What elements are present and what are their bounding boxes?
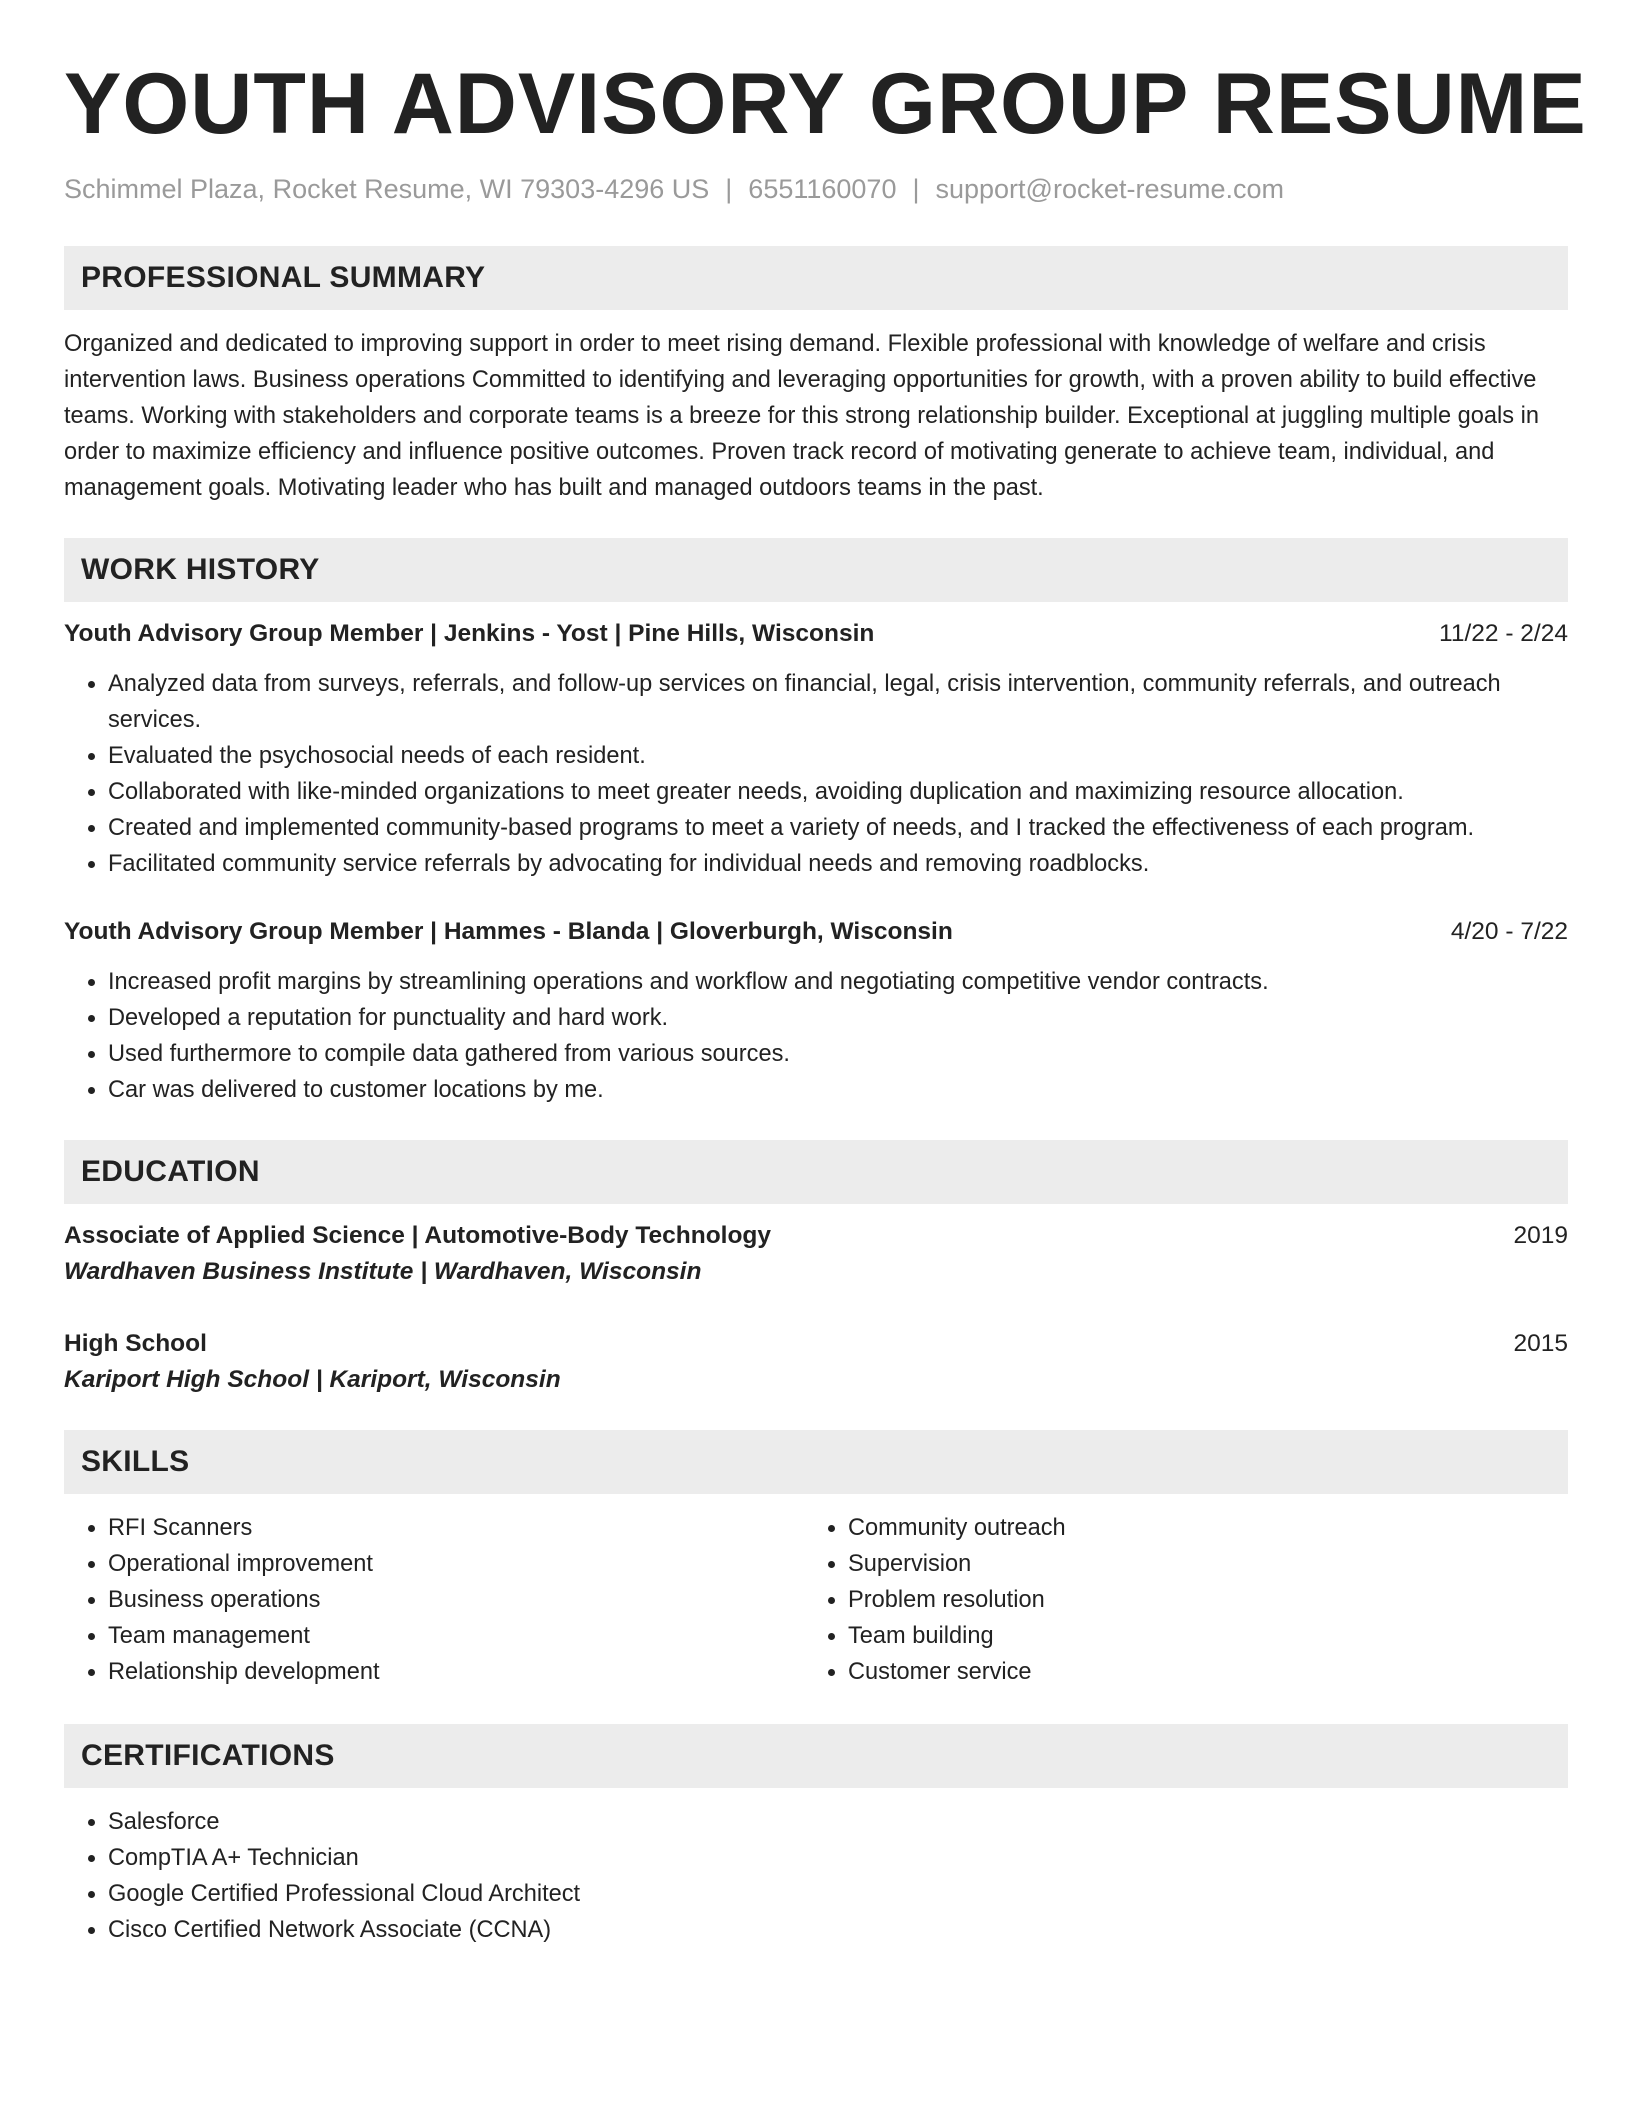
contact-separator: | <box>912 174 920 204</box>
list-item: • Evaluated the psychosocial needs of each resident. <box>108 738 1568 774</box>
list-item: • Supervision <box>848 1546 1544 1582</box>
skills-column-left <box>64 1510 804 1690</box>
job-heading <box>64 616 1568 652</box>
contact-line <box>64 172 1568 206</box>
section-header-summary: PROFESSIONAL SUMMARY <box>64 246 1568 310</box>
list-item: • Cisco Certified Network Associate (CCNA) <box>108 1912 1568 1948</box>
education-school: Kariport High School | Kariport, Wisconsin <box>64 1366 561 1393</box>
list-item: • Problem resolution <box>848 1582 1544 1618</box>
contact-separator: | <box>725 174 733 204</box>
list-item: • Relationship development <box>108 1654 804 1690</box>
list-item: • Increased profit margins by streamlining operations and workflow and negotiating competitive vendor contracts. <box>108 964 1568 1000</box>
skills-column-right <box>804 1510 1544 1690</box>
summary-text: Organized and dedicated to improving support in order to meet rising demand. Flexible professional with knowledge of welfare and crisis intervention laws. Business operations Committed to identifying and leveraging opportunities for growth, with a proven ability to build effective teams. Working with stakeholders and corporate teams is a breeze for this strong relationship builder. Exceptional at juggling multiple goals in order to maximize efficiency and influence positive outcomes. Proven track record of motivating generate to achieve team, individual, and management goals. Motivating leader who has built and managed outdoors teams in the past. <box>64 331 1539 501</box>
list-item: • Customer service <box>848 1654 1544 1690</box>
contact-phone: 6551160070 <box>748 174 897 204</box>
education-degree: Associate of Applied Science | Automotive-Body Technology <box>64 1222 772 1249</box>
list-item: • Used furthermore to compile data gathered from various sources. <box>108 1036 1568 1072</box>
list-item: • Community outreach <box>848 1510 1544 1546</box>
education-degree: High School <box>64 1330 207 1357</box>
job-dates: 11/22 - 2/24 <box>1439 620 1568 647</box>
resume-title: YOUTH ADVISORY GROUP RESUME <box>64 56 1587 152</box>
job-heading <box>64 914 1568 950</box>
education-entry <box>64 1218 1568 1290</box>
education-year: 2019 <box>1513 1222 1568 1249</box>
contact-address: Schimmel Plaza, Rocket Resume, WI 79303-4296 US <box>64 174 710 204</box>
list-item: • Car was delivered to customer locations by me. <box>108 1072 1568 1108</box>
job-bullet-list <box>64 666 1568 882</box>
education-school: Wardhaven Business Institute | Wardhaven, Wisconsin <box>64 1258 702 1285</box>
skills-list <box>64 1510 804 1690</box>
list-item: • Analyzed data from surveys, referrals, and follow-up services on financial, legal, crisis intervention, community referrals, and outreach services. <box>108 666 1568 738</box>
list-item: • Team building <box>848 1618 1544 1654</box>
certifications-list <box>64 1804 1568 1948</box>
list-item: • RFI Scanners <box>108 1510 804 1546</box>
contact-email: support@rocket-resume.com <box>935 174 1285 204</box>
job-dates: 4/20 - 7/22 <box>1450 918 1568 945</box>
section-header-skills: SKILLS <box>64 1430 1568 1494</box>
list-item: • Developed a reputation for punctuality and hard work. <box>108 1000 1568 1036</box>
job-entry <box>64 914 1568 1108</box>
list-item: • Operational improvement <box>108 1546 804 1582</box>
education-year: 2015 <box>1513 1330 1568 1357</box>
education-heading <box>64 1326 1568 1362</box>
list-item: • Collaborated with like-minded organizations to meet greater needs, avoiding duplication and maximizing resource allocation. <box>108 774 1568 810</box>
education-entry <box>64 1326 1568 1398</box>
list-item: • Facilitated community service referrals by advocating for individual needs and removing roadblocks. <box>108 846 1568 882</box>
list-item: • Team management <box>108 1618 804 1654</box>
skills-grid <box>64 1510 1568 1690</box>
education-heading <box>64 1218 1568 1254</box>
section-header-education: EDUCATION <box>64 1140 1568 1204</box>
section-header-certifications: CERTIFICATIONS <box>64 1724 1568 1788</box>
skills-list <box>804 1510 1544 1690</box>
job-bullet-list <box>64 964 1568 1108</box>
job-title: Youth Advisory Group Member | Hammes - Blanda | Gloverburgh, Wisconsin <box>64 918 953 945</box>
list-item: • CompTIA A+ Technician <box>108 1840 1568 1876</box>
job-entry <box>64 616 1568 882</box>
job-title: Youth Advisory Group Member | Jenkins - Yost | Pine Hills, Wisconsin <box>64 620 875 647</box>
section-header-work-history: WORK HISTORY <box>64 538 1568 602</box>
list-item: • Google Certified Professional Cloud Architect <box>108 1876 1568 1912</box>
list-item: • Created and implemented community-based programs to meet a variety of needs, and I tracked the effectiveness of each program. <box>108 810 1568 846</box>
list-item: • Business operations <box>108 1582 804 1618</box>
list-item: • Salesforce <box>108 1804 1568 1840</box>
